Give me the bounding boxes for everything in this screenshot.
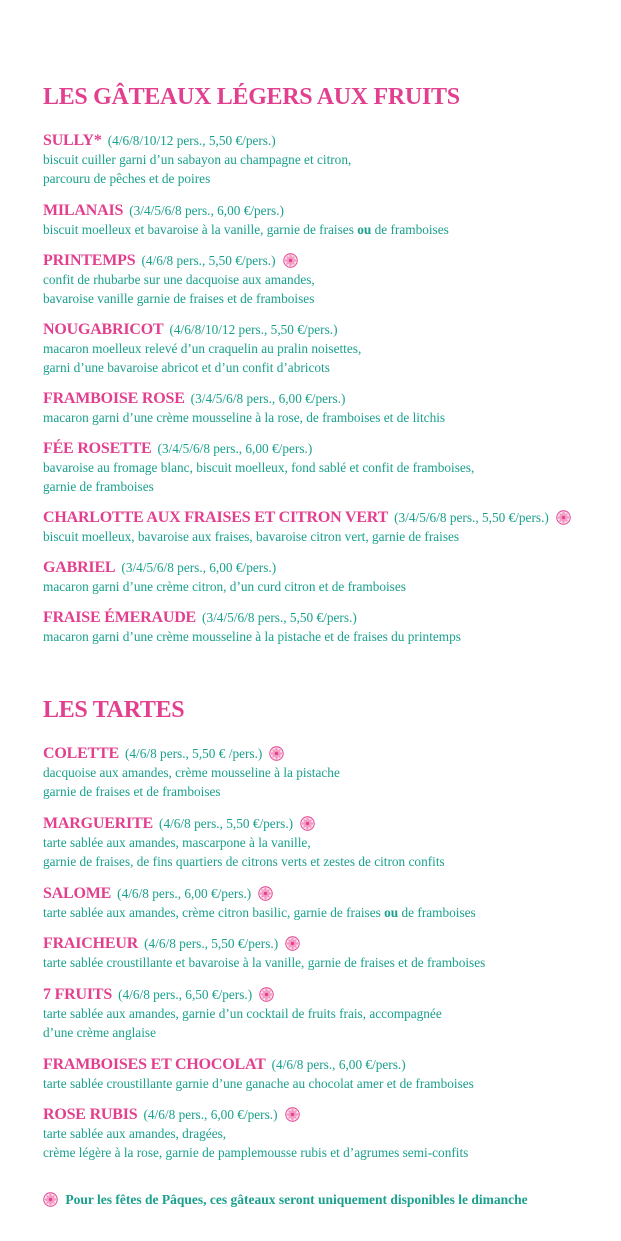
description-line: macaron garni d’une crème mousseline à la rose, de framboises et de litchis <box>43 410 446 425</box>
item-header <box>43 201 608 220</box>
item-description <box>43 339 608 377</box>
menu-item-colette <box>43 744 608 801</box>
section-title-gateaux: LES GÂTEAUX LÉGERS AUX FRUITS <box>43 84 460 110</box>
description-line: tarte sablée croustillante garnie d’une ganache au chocolat amer et de framboises <box>43 1076 474 1091</box>
description-line: d’une crème anglaise <box>43 1025 156 1040</box>
item-detail: (4/6/8 pers., 5,50 € /pers.) <box>124 746 263 761</box>
item-name: FRAICHEUR <box>43 935 139 952</box>
item-detail: (3/4/5/6/8 pers., 6,00 €/pers.) <box>157 441 313 456</box>
item-header <box>43 934 608 953</box>
item-detail: (3/4/5/6/8 pers., 6,00 €/pers.) <box>190 391 346 406</box>
item-detail: (4/6/8 pers., 5,50 €/pers.) <box>141 253 276 268</box>
item-detail: (3/4/5/6/8 pers., 6,00 €/pers.) <box>129 203 284 218</box>
item-header <box>43 558 608 577</box>
item-detail: (4/6/8 pers., 6,00 €/pers.) <box>271 1057 406 1072</box>
item-name: CHARLOTTE AUX FRAISES ET CITRON VERT <box>43 509 389 526</box>
menu-item-printemps <box>43 251 608 308</box>
menu-item-sully <box>43 131 608 188</box>
item-header <box>43 1105 608 1124</box>
flower-icon <box>258 886 273 901</box>
description-text: biscuit moelleux et bavaroise à la vanille, garnie de fraises <box>43 222 358 237</box>
item-detail: (3/4/5/6/8 pers., 5,50 €/pers.) <box>202 610 357 625</box>
item-name: ROSE RUBIS <box>43 1106 138 1123</box>
item-description <box>43 953 608 972</box>
description-line: biscuit moelleux, bavaroise aux fraises, bavaroise citron vert, garnie de fraises <box>43 529 460 544</box>
item-name: SULLY* <box>43 132 102 149</box>
item-detail: (4/6/8/10/12 pers., 5,50 €/pers.) <box>169 322 338 337</box>
item-detail: (4/6/8 pers., 5,50 €/pers.) <box>159 816 294 831</box>
description-line: garnie de fraises et de framboises <box>43 784 221 799</box>
item-name: SALOME <box>43 885 112 902</box>
flower-icon <box>300 816 315 831</box>
easter-footnote <box>43 1190 528 1210</box>
description-emphasis: ou <box>384 905 399 920</box>
item-name: COLETTE <box>43 745 119 762</box>
menu-item-gabriel <box>43 558 608 596</box>
item-description <box>43 1124 608 1162</box>
item-detail: (4/6/8/10/12 pers., 5,50 €/pers.) <box>107 133 276 148</box>
description-line: confit de rhubarbe sur une dacquoise aux amandes, <box>43 272 315 287</box>
item-detail: (4/6/8 pers., 6,50 €/pers.) <box>118 987 253 1002</box>
item-name: PRINTEMPS <box>43 252 136 269</box>
description-line: macaron garni d’une crème citron, d’un curd citron et de framboises <box>43 579 406 594</box>
description-line: biscuit cuiller garni d’un sabayon au champagne et citron, <box>43 152 352 167</box>
item-header <box>43 508 608 527</box>
item-name: FRAMBOISE ROSE <box>43 390 185 407</box>
flower-icon <box>43 1192 58 1207</box>
description-line <box>43 903 608 922</box>
item-name: FÉE ROSETTE <box>43 440 152 457</box>
footnote-text: Pour les fêtes de Pâques, ces gâteaux seront uniquement disponibles le dimanche <box>65 1192 528 1207</box>
item-description <box>43 577 608 596</box>
description-line: garnie de framboises <box>43 479 154 494</box>
flower-icon <box>556 510 571 525</box>
item-detail: (4/6/8 pers., 5,50 €/pers.) <box>144 936 279 951</box>
item-name: MARGUERITE <box>43 815 154 832</box>
item-header <box>43 131 608 150</box>
item-description <box>43 627 608 646</box>
item-header <box>43 884 608 903</box>
flower-icon <box>285 936 300 951</box>
description-line: bavaroise au fromage blanc, biscuit moelleux, fond sablé et confit de framboises, <box>43 460 475 475</box>
description-text: de framboises <box>371 222 449 237</box>
flower-icon <box>285 1107 300 1122</box>
item-description <box>43 458 608 496</box>
description-line: crème légère à la rose, garnie de pamplemousse rubis et d’agrumes semi-confits <box>43 1145 469 1160</box>
menu-item-fee-rosette <box>43 439 608 496</box>
item-description <box>43 408 608 427</box>
item-name: FRAISE ÉMERAUDE <box>43 609 197 626</box>
description-line: dacquoise aux amandes, crème mousseline à la pistache <box>43 765 340 780</box>
item-description <box>43 763 608 801</box>
flower-icon <box>259 987 274 1002</box>
menu-item-salome <box>43 884 608 922</box>
flower-icon <box>269 746 284 761</box>
item-description <box>43 527 608 546</box>
item-name: NOUGABRICOT <box>43 321 164 338</box>
item-detail: (3/4/5/6/8 pers., 6,00 €/pers.) <box>121 560 277 575</box>
item-header <box>43 389 608 408</box>
description-line: macaron moelleux relevé d’un craquelin au pralin noisettes, <box>43 341 362 356</box>
menu-item-nougabricot <box>43 320 608 377</box>
menu-item-fraise-emeraude <box>43 608 608 646</box>
description-line: tarte sablée aux amandes, garnie d’un cocktail de fruits frais, accompagnée <box>43 1006 442 1021</box>
description-line: tarte sablée aux amandes, mascarpone à la vanille, <box>43 835 311 850</box>
menu-item-charlotte-aux-fraises-et-citron-vert <box>43 508 608 546</box>
description-line: bavaroise vanille garnie de fraises et de framboises <box>43 291 315 306</box>
section-title-tartes: LES TARTES <box>43 697 185 723</box>
flower-icon <box>283 253 298 268</box>
item-header <box>43 1055 608 1074</box>
item-header <box>43 814 608 833</box>
menu-item-rose-rubis <box>43 1105 608 1162</box>
item-header <box>43 320 608 339</box>
item-description <box>43 903 608 922</box>
item-description <box>43 220 608 239</box>
item-name: MILANAIS <box>43 202 124 219</box>
description-line: tarte sablée aux amandes, dragées, <box>43 1126 227 1141</box>
menu-item-7-fruits <box>43 985 608 1042</box>
item-name: GABRIEL <box>43 559 116 576</box>
description-line: parcouru de pêches et de poires <box>43 171 211 186</box>
menu-item-framboises-et-chocolat <box>43 1055 608 1093</box>
description-emphasis: ou <box>357 222 372 237</box>
item-description <box>43 1004 608 1042</box>
description-line <box>43 220 608 239</box>
item-name: FRAMBOISES ET CHOCOLAT <box>43 1056 266 1073</box>
item-header <box>43 251 608 270</box>
menu-item-marguerite <box>43 814 608 871</box>
item-description <box>43 1074 608 1093</box>
item-header <box>43 439 608 458</box>
item-header <box>43 985 608 1004</box>
item-header <box>43 608 608 627</box>
item-description <box>43 833 608 871</box>
menu-item-milanais <box>43 201 608 239</box>
item-description <box>43 150 608 188</box>
description-text: de framboises <box>398 905 476 920</box>
description-line: garni d’une bavaroise abricot et d’un confit d’abricots <box>43 360 330 375</box>
item-description <box>43 270 608 308</box>
description-line: garnie de fraises, de fins quartiers de citrons verts et zestes de citron confits <box>43 854 445 869</box>
menu-item-fraicheur <box>43 934 608 972</box>
description-line: tarte sablée croustillante et bavaroise à la vanille, garnie de fraises et de framboises <box>43 955 486 970</box>
item-name: 7 FRUITS <box>43 986 113 1003</box>
item-detail: (4/6/8 pers., 6,00 €/pers.) <box>117 886 252 901</box>
menu-item-framboise-rose <box>43 389 608 427</box>
item-header <box>43 744 608 763</box>
description-line: macaron garni d’une crème mousseline à la pistache et de fraises du printemps <box>43 629 461 644</box>
description-text: tarte sablée aux amandes, crème citron basilic, garnie de fraises <box>43 905 385 920</box>
item-detail: (4/6/8 pers., 6,00 €/pers.) <box>143 1107 278 1122</box>
item-detail: (3/4/5/6/8 pers., 5,50 €/pers.) <box>394 510 549 525</box>
